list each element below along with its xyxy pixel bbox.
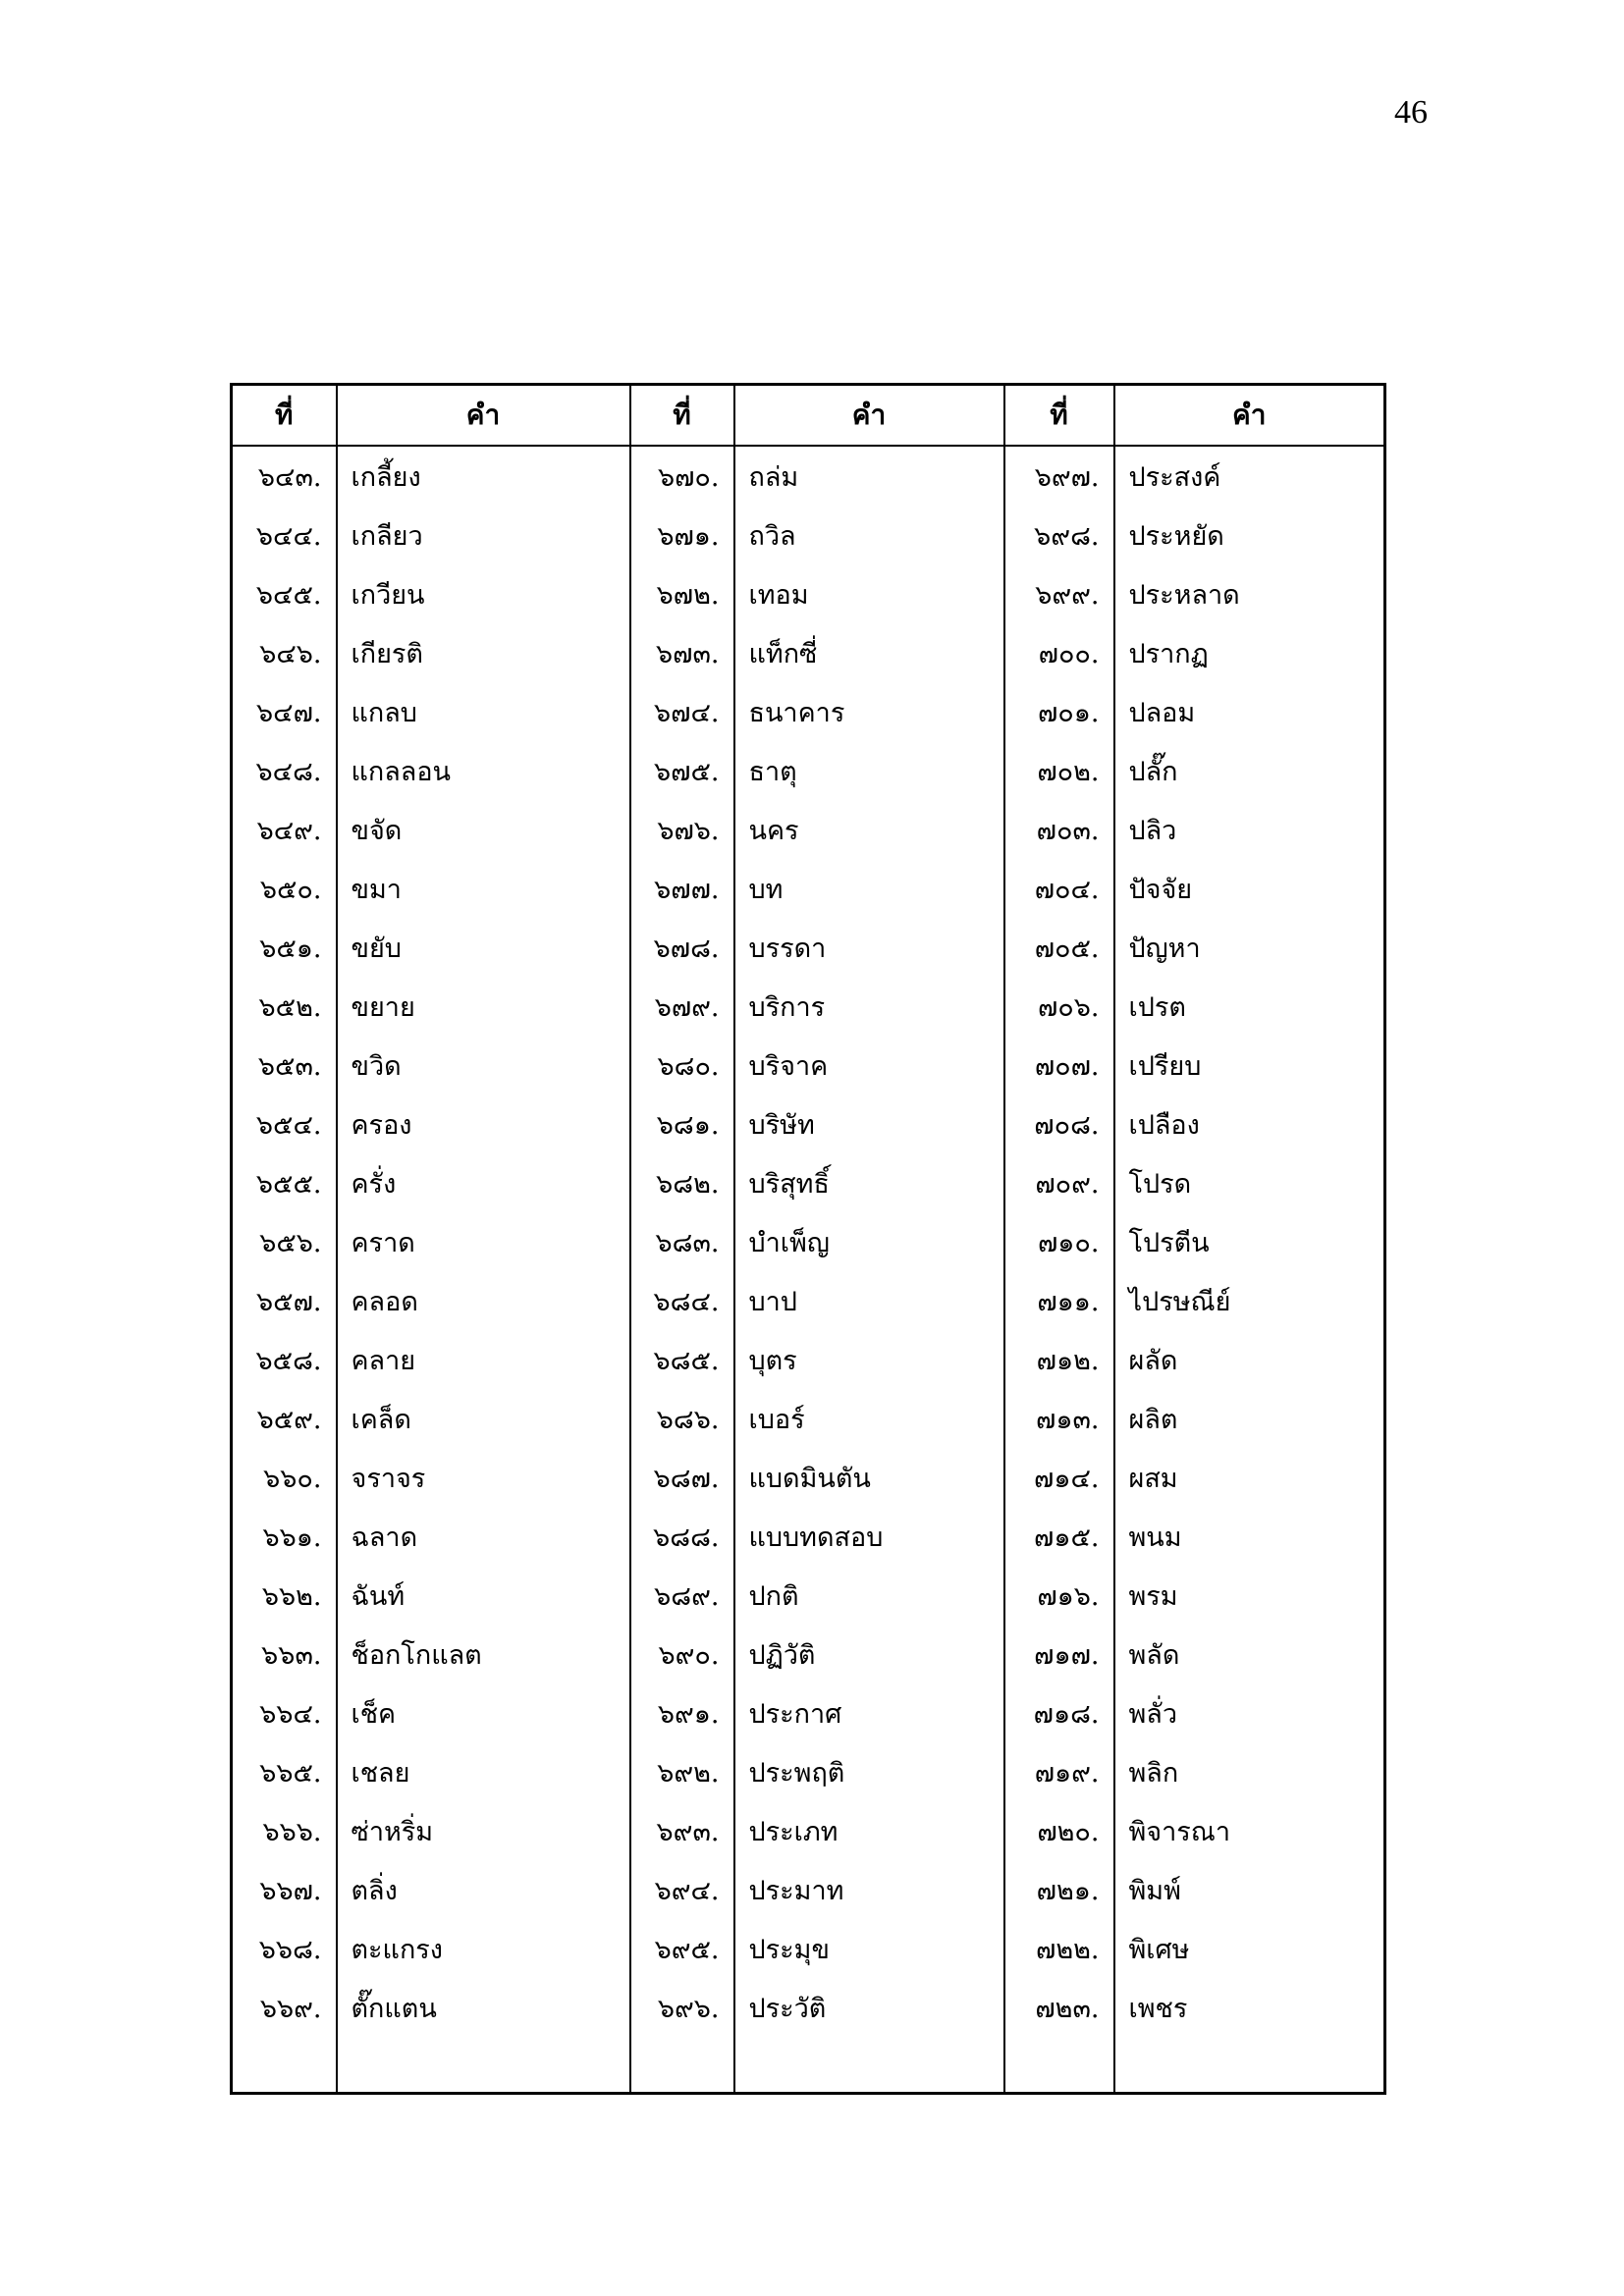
- cell-number-1: ๖๔๖.: [232, 623, 337, 682]
- table-row: [232, 623, 1385, 682]
- cell-word-2: แบบทดสอบ: [734, 1507, 1004, 1566]
- cell-word-1: ขจัด: [337, 800, 630, 859]
- table-row: [232, 1625, 1385, 1683]
- cell-number-1: ๖๖๗.: [232, 1860, 337, 1919]
- cell-number-1: ๖๔๗.: [232, 682, 337, 741]
- cell-word-2: ปฏิวัติ: [734, 1625, 1004, 1683]
- cell-word-1: ขยาย: [337, 977, 630, 1036]
- cell-number-2: ๖๗๓.: [630, 623, 734, 682]
- cell-word-1: เกียรติ: [337, 623, 630, 682]
- cell-number-3: ๖๙๙.: [1004, 564, 1114, 623]
- cell-number-1: ๖๕๑.: [232, 918, 337, 977]
- cell-word-1: เกลี้ยง: [337, 446, 630, 506]
- cell-number-2: ๖๗๒.: [630, 564, 734, 623]
- cell-word-1: ซ่าหริ่ม: [337, 1801, 630, 1860]
- cell-number-3: ๗๐๕.: [1004, 918, 1114, 977]
- table-row: [232, 1978, 1385, 2037]
- cell-number-2: ๖๘๖.: [630, 1389, 734, 1448]
- cell-word-3: ประหยัด: [1128, 520, 1224, 552]
- cell-number-3: ๗๒๓.: [1004, 1978, 1114, 2037]
- cell-word-2: ประมาท: [734, 1860, 1004, 1919]
- cell-word-3: เพชร: [1128, 1993, 1188, 2024]
- cell-number-3: ๗๑๙.: [1004, 1742, 1114, 1801]
- table-row: [232, 1271, 1385, 1330]
- cell-word-2: ประเภท: [734, 1801, 1004, 1860]
- cell-word-3: ไปรษณีย์: [1128, 1286, 1231, 1317]
- empty-cell: [1004, 2037, 1114, 2094]
- cell-word-3: ปัญหา: [1128, 933, 1201, 964]
- cell-word-1: เคล็ด: [337, 1389, 630, 1448]
- cell-number-2: ๖๗๔.: [630, 682, 734, 741]
- table-row: [232, 446, 1385, 506]
- cell-word-2: บท: [734, 859, 1004, 918]
- cell-number-3: ๗๑๓.: [1004, 1389, 1114, 1448]
- empty-cell: [734, 2037, 1004, 2094]
- table-row: [232, 977, 1385, 1036]
- cell-word-1: ครอง: [337, 1095, 630, 1153]
- cell-word-1: คลาย: [337, 1330, 630, 1389]
- cell-number-2: ๖๘๐.: [630, 1036, 734, 1095]
- cell-number-2: ๖๗๑.: [630, 506, 734, 564]
- cell-word-3: โปรตีน: [1128, 1227, 1210, 1258]
- empty-cell: [337, 2037, 630, 2094]
- cell-word-2: ปกติ: [734, 1566, 1004, 1625]
- cell-word-3: ผลิต: [1128, 1404, 1178, 1435]
- cell-number-3: ๖๙๘.: [1004, 506, 1114, 564]
- cell-number-1: ๖๕๘.: [232, 1330, 337, 1389]
- cell-number-2: ๖๗๖.: [630, 800, 734, 859]
- cell-number-2: ๖๘๙.: [630, 1566, 734, 1625]
- cell-number-2: ๖๗๕.: [630, 741, 734, 800]
- cell-number-1: ๖๔๘.: [232, 741, 337, 800]
- cell-number-1: ๖๕๐.: [232, 859, 337, 918]
- cell-word-1: เชลย: [337, 1742, 630, 1801]
- cell-word-1: ขยับ: [337, 918, 630, 977]
- cell-word-3: เปรต: [1128, 991, 1186, 1023]
- table-row: [232, 859, 1385, 918]
- cell-number-2: ๖๘๕.: [630, 1330, 734, 1389]
- header-word-2: คำ: [734, 385, 1004, 447]
- cell-number-1: ๖๖๓.: [232, 1625, 337, 1683]
- header-word-3: คำ: [1114, 385, 1385, 447]
- cell-number-2: ๖๘๒.: [630, 1153, 734, 1212]
- table-row: [232, 741, 1385, 800]
- cell-word-2: ประวัติ: [734, 1978, 1004, 2037]
- cell-number-1: ๖๕๓.: [232, 1036, 337, 1095]
- cell-word-3: พิจารณา: [1128, 1816, 1230, 1847]
- cell-word-1: ครั่ง: [337, 1153, 630, 1212]
- cell-word-2: นคร: [734, 800, 1004, 859]
- cell-word-3: ประสงค์: [1128, 461, 1221, 493]
- table-row: [232, 1036, 1385, 1095]
- cell-word-1: ตั๊กแตน: [337, 1978, 630, 2037]
- page-number: 46: [1394, 94, 1428, 131]
- cell-word-2: เทอม: [734, 564, 1004, 623]
- cell-word-1: ช็อกโกแลต: [337, 1625, 630, 1683]
- cell-word-3: ประหลาด: [1128, 579, 1240, 611]
- cell-number-3: ๗๐๖.: [1004, 977, 1114, 1036]
- cell-number-2: ๖๘๑.: [630, 1095, 734, 1153]
- cell-number-3: ๗๑๒.: [1004, 1330, 1114, 1389]
- table-row: [232, 1742, 1385, 1801]
- cell-word-3: พลั่ว: [1128, 1698, 1178, 1730]
- table-row: [232, 1389, 1385, 1448]
- cell-number-2: ๖๘๗.: [630, 1448, 734, 1507]
- cell-word-2: แบดมินตัน: [734, 1448, 1004, 1507]
- table-filler-row: [232, 2037, 1385, 2094]
- cell-number-2: ๖๘๘.: [630, 1507, 734, 1566]
- table-row: [232, 564, 1385, 623]
- cell-number-3: ๖๙๗.: [1004, 446, 1114, 506]
- cell-number-3: ๗๐๙.: [1004, 1153, 1114, 1212]
- table-header-row: [232, 385, 1385, 447]
- cell-number-2: ๖๙๑.: [630, 1683, 734, 1742]
- cell-number-3: ๗๒๒.: [1004, 1919, 1114, 1978]
- cell-word-1: ฉันท์: [337, 1566, 630, 1625]
- cell-word-2: บริษัท: [734, 1095, 1004, 1153]
- header-word-1: คำ: [337, 385, 630, 447]
- cell-number-3: ๗๐๑.: [1004, 682, 1114, 741]
- cell-number-2: ๖๙๐.: [630, 1625, 734, 1683]
- cell-word-2: เบอร์: [734, 1389, 1004, 1448]
- cell-word-1: ขวิด: [337, 1036, 630, 1095]
- cell-word-3: ปรากฏ: [1128, 638, 1209, 669]
- cell-word-2: ถล่ม: [734, 446, 1004, 506]
- cell-number-1: ๖๔๔.: [232, 506, 337, 564]
- cell-word-1: คลอด: [337, 1271, 630, 1330]
- cell-word-2: บาป: [734, 1271, 1004, 1330]
- table-row: [232, 800, 1385, 859]
- cell-word-2: ประพฤติ: [734, 1742, 1004, 1801]
- cell-number-1: ๖๖๔.: [232, 1683, 337, 1742]
- cell-number-3: ๗๒๐.: [1004, 1801, 1114, 1860]
- table-row: [232, 1330, 1385, 1389]
- cell-word-2: ประมุข: [734, 1919, 1004, 1978]
- cell-word-3: พิมพ์: [1128, 1875, 1181, 1906]
- cell-word-3: พรม: [1128, 1580, 1178, 1612]
- cell-word-2: บุตร: [734, 1330, 1004, 1389]
- cell-word-2: ธาตุ: [734, 741, 1004, 800]
- cell-word-1: เช็ค: [337, 1683, 630, 1742]
- header-number-1: ที่: [232, 385, 337, 447]
- table-row: [232, 1919, 1385, 1978]
- table-row: [232, 1507, 1385, 1566]
- empty-cell: [232, 2037, 337, 2094]
- table-row: [232, 918, 1385, 977]
- cell-number-1: ๖๖๘.: [232, 1919, 337, 1978]
- cell-word-2: บริสุทธิ์: [734, 1153, 1004, 1212]
- cell-number-2: ๖๗๘.: [630, 918, 734, 977]
- table-row: [232, 1801, 1385, 1860]
- table-row: [232, 1448, 1385, 1507]
- cell-number-2: ๖๘๔.: [630, 1271, 734, 1330]
- cell-word-3: พลิก: [1128, 1757, 1179, 1789]
- table-body: [232, 446, 1385, 2094]
- cell-word-3: ปัจจัย: [1128, 874, 1193, 905]
- cell-word-1: ตลิ่ง: [337, 1860, 630, 1919]
- cell-number-2: ๖๙๕.: [630, 1919, 734, 1978]
- cell-number-3: ๗๑๑.: [1004, 1271, 1114, 1330]
- empty-cell: [1114, 2037, 1385, 2094]
- cell-number-1: ๖๔๕.: [232, 564, 337, 623]
- empty-cell: [630, 2037, 734, 2094]
- header-number-2: ที่: [630, 385, 734, 447]
- cell-number-3: ๗๑๔.: [1004, 1448, 1114, 1507]
- cell-word-3: เปรียบ: [1128, 1050, 1202, 1082]
- table-row: [232, 1683, 1385, 1742]
- cell-word-1: ขมา: [337, 859, 630, 918]
- cell-number-1: ๖๖๐.: [232, 1448, 337, 1507]
- cell-number-3: ๗๐๗.: [1004, 1036, 1114, 1095]
- cell-number-3: ๗๒๑.: [1004, 1860, 1114, 1919]
- cell-word-1: แกลลอน: [337, 741, 630, 800]
- cell-number-3: ๗๑๗.: [1004, 1625, 1114, 1683]
- cell-number-2: ๖๙๖.: [630, 1978, 734, 2037]
- cell-number-2: ๖๗๐.: [630, 446, 734, 506]
- cell-word-3: พิเศษ: [1128, 1934, 1190, 1965]
- cell-number-3: ๗๐๔.: [1004, 859, 1114, 918]
- cell-number-2: ๖๙๔.: [630, 1860, 734, 1919]
- cell-number-3: ๗๐๘.: [1004, 1095, 1114, 1153]
- cell-word-3: พนม: [1128, 1522, 1182, 1553]
- cell-word-2: บริจาค: [734, 1036, 1004, 1095]
- table-row: [232, 1566, 1385, 1625]
- cell-word-1: เกลียว: [337, 506, 630, 564]
- cell-number-3: ๗๐๓.: [1004, 800, 1114, 859]
- cell-number-2: ๖๗๗.: [630, 859, 734, 918]
- cell-number-3: ๗๑๕.: [1004, 1507, 1114, 1566]
- cell-word-3: ผลัด: [1128, 1345, 1178, 1376]
- cell-number-1: ๖๖๖.: [232, 1801, 337, 1860]
- cell-word-2: ประกาศ: [734, 1683, 1004, 1742]
- cell-number-2: ๖๙๓.: [630, 1801, 734, 1860]
- cell-number-1: ๖๕๕.: [232, 1153, 337, 1212]
- table-row: [232, 1212, 1385, 1271]
- table-row: [232, 506, 1385, 564]
- cell-word-1: คราด: [337, 1212, 630, 1271]
- cell-word-3: พลัด: [1128, 1639, 1180, 1671]
- cell-number-1: ๖๖๑.: [232, 1507, 337, 1566]
- cell-word-3: โปรด: [1128, 1168, 1192, 1200]
- cell-number-1: ๖๕๒.: [232, 977, 337, 1036]
- header-number-3: ที่: [1004, 385, 1114, 447]
- cell-number-1: ๖๕๔.: [232, 1095, 337, 1153]
- cell-number-2: ๖๗๙.: [630, 977, 734, 1036]
- cell-word-1: ตะแกรง: [337, 1919, 630, 1978]
- cell-word-2: ถวิล: [734, 506, 1004, 564]
- cell-word-2: แท็กซี่: [734, 623, 1004, 682]
- cell-word-3: ปลิว: [1128, 815, 1177, 846]
- cell-number-1: ๖๔๓.: [232, 446, 337, 506]
- cell-number-3: ๗๑๖.: [1004, 1566, 1114, 1625]
- table-row: [232, 1153, 1385, 1212]
- cell-word-1: เกวียน: [337, 564, 630, 623]
- table-row: [232, 1860, 1385, 1919]
- cell-number-1: ๖๖๒.: [232, 1566, 337, 1625]
- cell-word-3: ปลอม: [1128, 697, 1196, 728]
- cell-word-2: บรรดา: [734, 918, 1004, 977]
- cell-number-2: ๖๘๓.: [630, 1212, 734, 1271]
- cell-word-3: เปลือง: [1128, 1109, 1200, 1141]
- cell-word-1: แกลบ: [337, 682, 630, 741]
- cell-word-3: ปลั๊ก: [1128, 756, 1178, 787]
- cell-word-3: ผสม: [1128, 1463, 1178, 1494]
- cell-number-1: ๖๕๖.: [232, 1212, 337, 1271]
- word-table: [230, 383, 1386, 2095]
- cell-number-1: ๖๕๙.: [232, 1389, 337, 1448]
- table-row: [232, 1095, 1385, 1153]
- table-row: [232, 682, 1385, 741]
- cell-number-1: ๖๖๙.: [232, 1978, 337, 2037]
- cell-word-2: บริการ: [734, 977, 1004, 1036]
- cell-number-1: ๖๖๕.: [232, 1742, 337, 1801]
- cell-number-3: ๗๑๘.: [1004, 1683, 1114, 1742]
- cell-word-1: ฉลาด: [337, 1507, 630, 1566]
- cell-word-2: ธนาคาร: [734, 682, 1004, 741]
- cell-number-2: ๖๙๒.: [630, 1742, 734, 1801]
- cell-number-1: ๖๔๙.: [232, 800, 337, 859]
- cell-word-2: บำเพ็ญ: [734, 1212, 1004, 1271]
- cell-number-3: ๗๑๐.: [1004, 1212, 1114, 1271]
- cell-number-3: ๗๐๒.: [1004, 741, 1114, 800]
- cell-number-1: ๖๕๗.: [232, 1271, 337, 1330]
- cell-number-3: ๗๐๐.: [1004, 623, 1114, 682]
- cell-word-1: จราจร: [337, 1448, 630, 1507]
